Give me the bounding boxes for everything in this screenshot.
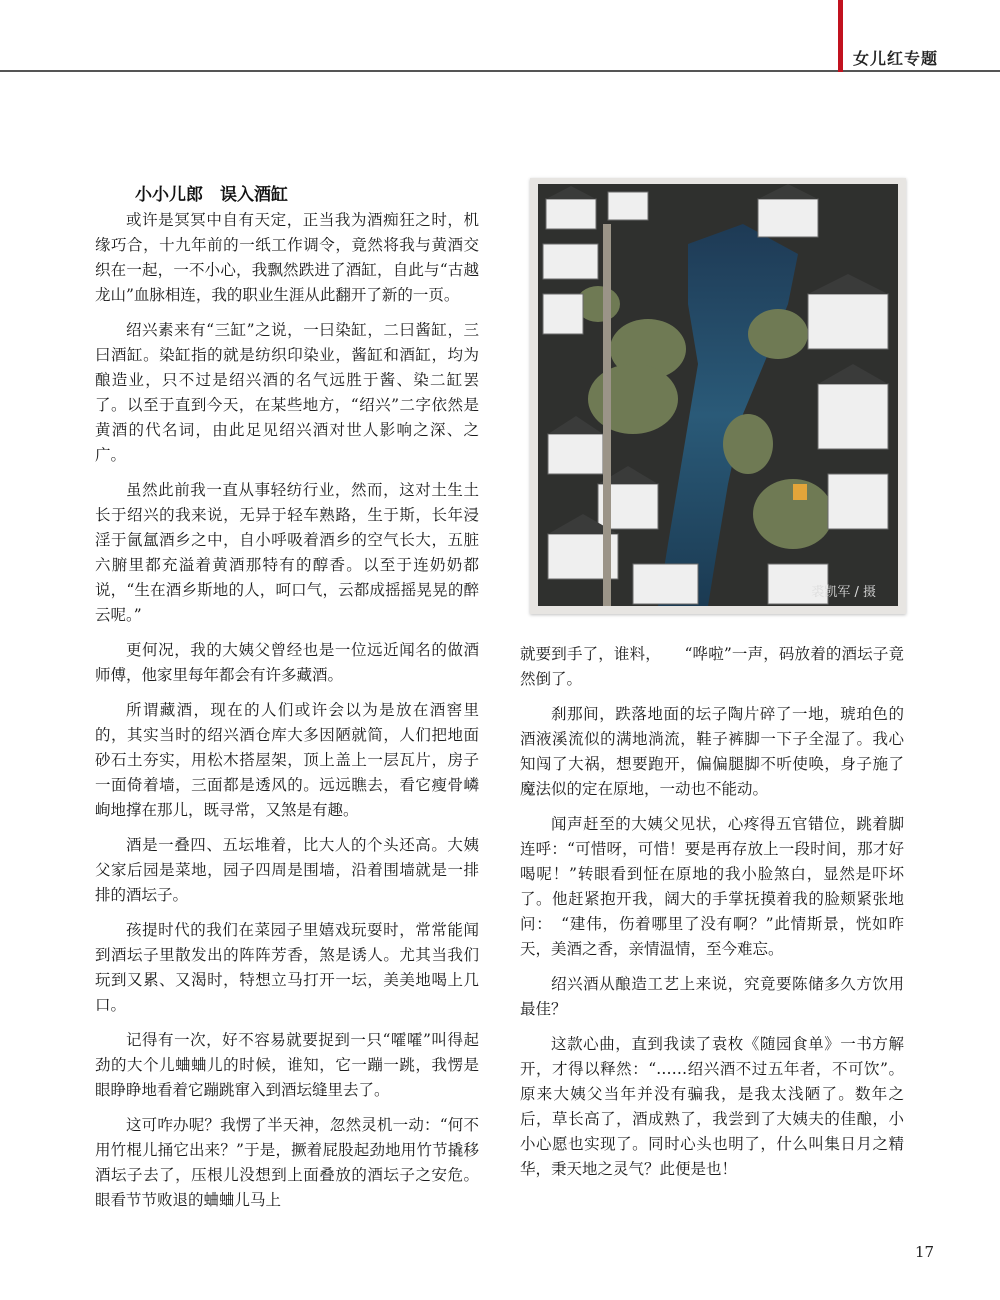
paragraph: 更何况，我的大姨父曾经也是一位远近闻名的做酒师傅，他家里每年都会有许多藏酒。: [95, 641, 479, 684]
paragraph: 刹那间，跌落地面的坛子陶片碎了一地，琥珀色的酒液溪流似的满地淌流，鞋子裤脚一下子全湿了。我心知闯了大祸，想要跑开，偏偏腿脚不听使唤，身子施了魔法似的定在原地，一动也不能动。: [520, 705, 904, 798]
header-rule: [0, 70, 1000, 72]
paragraph: 绍兴素来有“三缸”之说，一曰染缸，二曰酱缸，三曰酒缸。染缸指的就是纺织印染业，酱缸和酒缸，均为酿造业，只不过是绍兴酒的名气远胜于酱、染二缸罢了。以至于直到今天，在某些地方，“绍兴”二字依然是黄酒的代名词，由此足见绍兴酒对世人影响之深、之广。: [95, 321, 479, 464]
paragraph: 或许是冥冥中自有天定，正当我为酒痴狂之时，机缘巧合，十九年前的一纸工作调令，竟然将我与黄酒交织在一起，一不小心，我飘然跌进了酒缸，自此与“古越龙山”血脉相连，我的职业生涯从此翻开了新的一页。: [95, 211, 479, 304]
article-title: 小小儿郎 误入酒缸: [135, 185, 288, 205]
left-column: [95, 208, 479, 1223]
paragraph: 孩提时代的我们在菜园子里嬉戏玩耍时，常常能闻到酒坛子里散发出的阵阵芳香，煞是诱人。尤其当我们玩到又累、又渴时，特想立马打开一坛，美美地喝上几口。: [95, 921, 479, 1014]
paragraph: 酒是一叠四、五坛堆着，比大人的个头还高。大姨父家后园是菜地，园子四周是围墙，沿着围墙就是一排排的酒坛子。: [95, 836, 479, 904]
paragraph: 所谓藏酒，现在的人们或许会以为是放在酒窖里的，其实当时的绍兴酒仓库大多因陋就简，人们把地面砂石土夯实，用松木搭屋架，顶上盖上一层瓦片，房子一面倚着墙，三面都是透风的。远远瞧去，看它瘦骨嶙峋地撑在那儿，既寻常，又煞是有趣。: [95, 701, 479, 819]
paragraph: 记得有一次，好不容易就要捉到一只“嚯嚯”叫得起劲的大个儿蛐蛐儿的时候，谁知，它一蹦一跳，我愣是眼睁睁地看着它蹦跳窜入到酒坛缝里去了。: [95, 1031, 479, 1099]
paragraph: 这可咋办呢？我愣了半天神，忽然灵机一动：“何不用竹棍儿捅它出来？”于是，撅着屁股起劲地用竹节撬移酒坛子去了，压根儿没想到上面叠放的酒坛子之安危。眼看节节败退的蛐蛐儿马上: [95, 1116, 479, 1209]
water-town-photo: [538, 184, 898, 606]
page-number: 17: [915, 1243, 935, 1261]
section-label: 女儿红专题: [853, 49, 939, 68]
photo-frame: [530, 178, 906, 614]
paragraph: 虽然此前我一直从事轻纺行业，然而，这对土生土长于绍兴的我来说，无异于轻车熟路，生于斯，长年浸淫于氤氲酒乡之中，自小呼吸着酒乡的空气长大，五脏六腑里都充溢着黄酒那特有的醇香。以至于连奶奶都说，“生在酒乡斯地的人，呵口气，云都成摇摇晃晃的醉云呢。”: [95, 481, 479, 624]
photo-credit: 裘凯军 / 摄: [811, 585, 876, 600]
header-accent-bar: [838, 0, 843, 72]
paragraph-continuation: 就要到手了，谁料， “哗啦”一声，码放着的酒坛子竟然倒了。: [520, 645, 904, 688]
right-column: [520, 642, 904, 1192]
paragraph: 绍兴酒从酿造工艺上来说，究竟要陈储多久方饮用最佳？: [520, 975, 904, 1018]
paragraph: 闻声赶至的大姨父见状，心疼得五官错位，跳着脚连呼：“可惜呀，可惜！要是再存放上一段时间，那才好喝呢！”转眼看到怔在原地的我小脸煞白，显然是吓坏了。他赶紧抱开我，阔大的手掌抚摸着我的脸颊紧张地问： “建伟，伤着哪里了没有啊？”此情斯景，恍如昨天，美酒之香，亲情温情，至今难忘。: [520, 815, 904, 958]
paragraph: 这款心曲，直到我读了袁枚《随园食单》一书方解开，才得以释然：“……绍兴酒不过五年者，不可饮”。原来大姨父当年并没有骗我，是我太浅陋了。数年之后，草长高了，酒成熟了，我尝到了大姨夫的佳酿，小小心愿也实现了。同时心头也明了，什么叫集日月之精华，秉天地之灵气？此便是也！: [520, 1035, 904, 1178]
